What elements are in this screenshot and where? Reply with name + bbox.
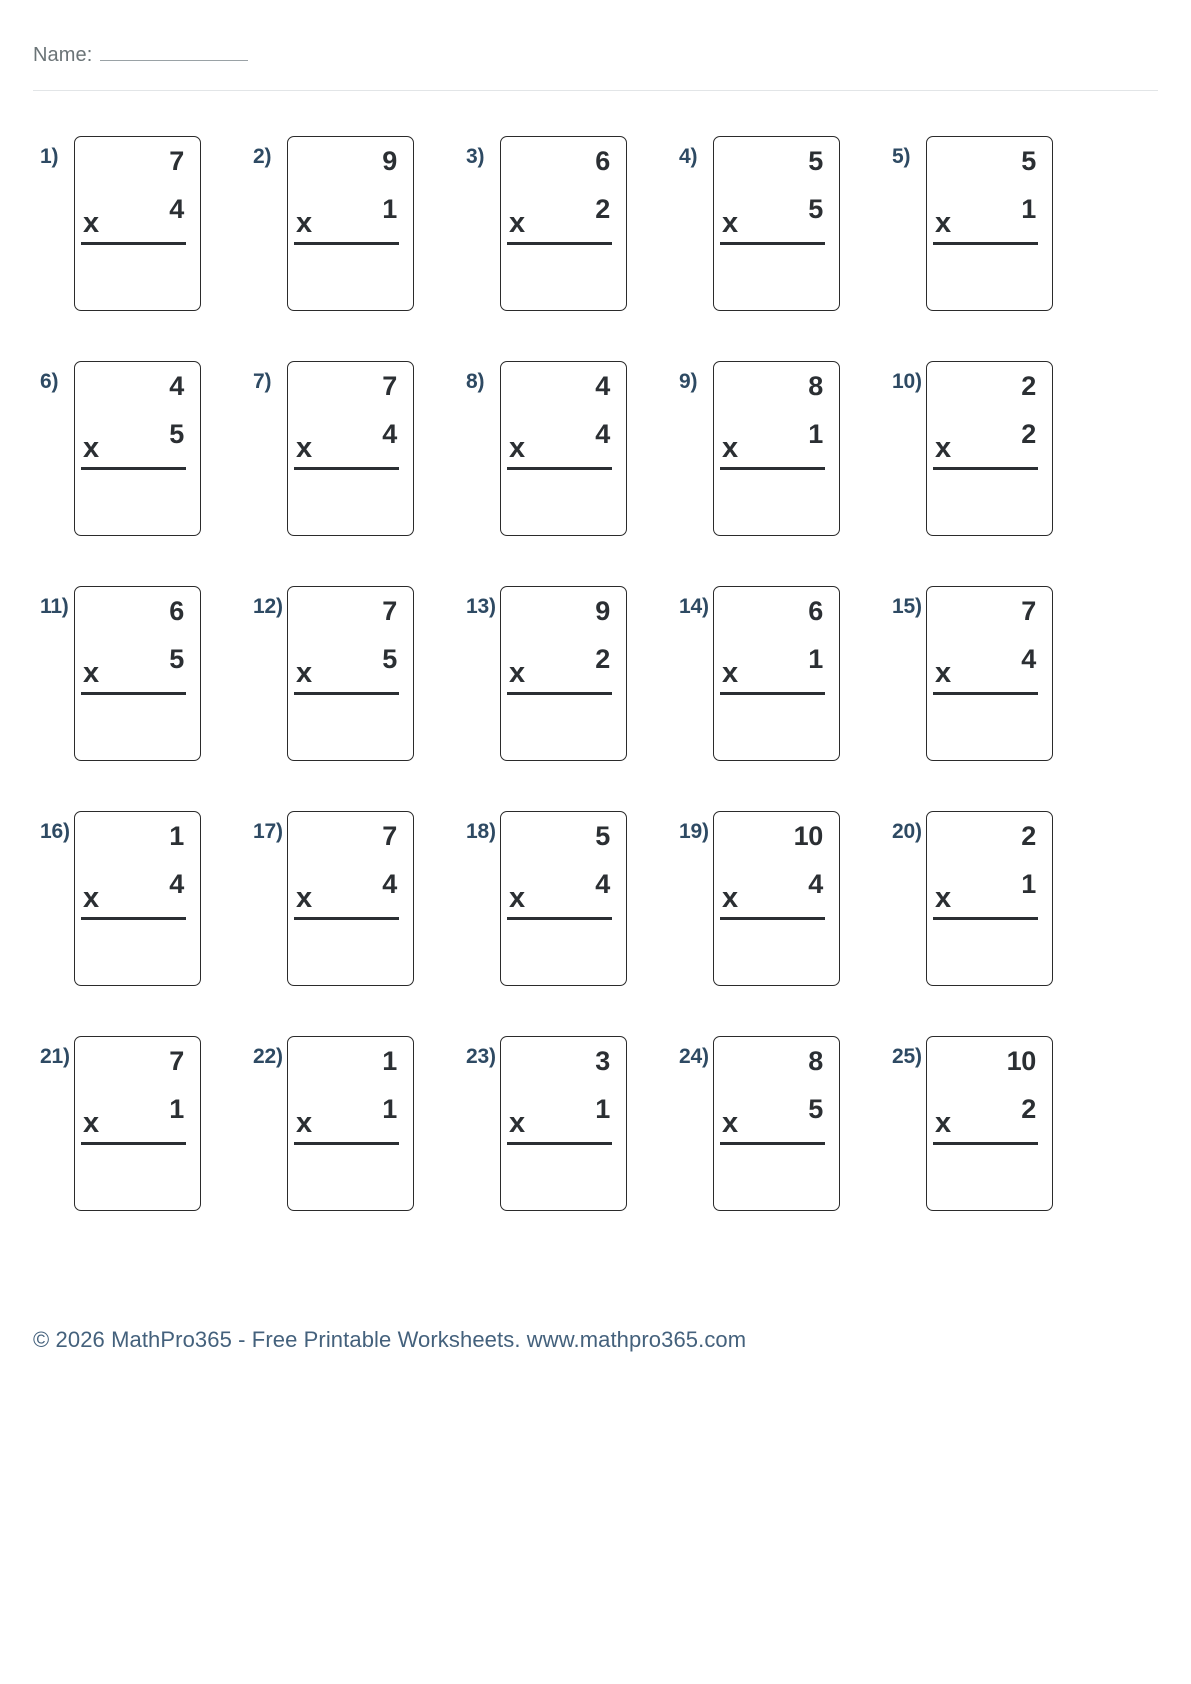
problem-22 [246,1018,459,1243]
problem-number: 3) [466,145,485,168]
problem-answer-box[interactable] [74,136,201,311]
operand-bottom: 1 [1021,869,1036,899]
operand-top: 8 [808,1046,823,1076]
operand-top: 7 [1021,596,1036,626]
problem-21 [33,1018,246,1243]
problem-answer-box[interactable] [287,586,414,761]
operand-top: 5 [808,146,823,176]
answer-rule [81,692,186,695]
operand-top: 10 [1006,1046,1036,1076]
problem-11 [33,568,246,793]
problem-answer-box[interactable] [926,586,1053,761]
problem-answer-box[interactable] [713,586,840,761]
operand-bottom: 4 [382,869,397,899]
problem-number: 10) [892,370,922,393]
operand-bottom: 5 [808,1094,823,1124]
worksheet-footer [33,1327,1158,1353]
problem-number: 23) [466,1045,496,1068]
problem-answer-box[interactable] [500,586,627,761]
answer-rule [81,242,186,245]
problem-number: 24) [679,1045,709,1068]
operand-bottom: 4 [595,869,610,899]
problem-20 [885,793,1098,1018]
operand-top: 9 [382,146,397,176]
answer-rule [294,242,399,245]
operand-top: 8 [808,371,823,401]
problem-answer-box[interactable] [287,136,414,311]
problem-answer-box[interactable] [500,136,627,311]
problem-6 [33,343,246,568]
operand-bottom: 5 [169,419,184,449]
name-row [33,44,248,67]
worksheet-header [0,0,1191,96]
problem-answer-box[interactable] [713,136,840,311]
operand-top: 7 [382,821,397,851]
operand-bottom: 1 [169,1094,184,1124]
operand-bottom: 5 [169,644,184,674]
name-label: Name: [33,44,93,66]
answer-rule [507,917,612,920]
problem-23 [459,1018,672,1243]
problem-answer-box[interactable] [74,1036,201,1211]
operand-bottom: 1 [595,1094,610,1124]
problem-number: 18) [466,820,496,843]
multiplication-operator-icon: x [83,657,100,689]
problem-13 [459,568,672,793]
problem-7 [246,343,459,568]
problem-answer-box[interactable] [74,586,201,761]
multiplication-operator-icon: x [935,207,952,239]
multiplication-operator-icon: x [509,207,526,239]
operand-bottom: 4 [169,869,184,899]
problem-9 [672,343,885,568]
operand-bottom: 1 [382,194,397,224]
operand-top: 5 [595,821,610,851]
multiplication-operator-icon: x [296,657,313,689]
operand-bottom: 5 [808,194,823,224]
problem-15 [885,568,1098,793]
operand-bottom: 1 [382,1094,397,1124]
multiplication-operator-icon: x [83,1107,100,1139]
answer-rule [507,467,612,470]
multiplication-operator-icon: x [722,1107,739,1139]
operand-bottom: 4 [382,419,397,449]
problem-answer-box[interactable] [287,361,414,536]
problem-number: 8) [466,370,485,393]
multiplication-operator-icon: x [509,882,526,914]
problem-answer-box[interactable] [926,1036,1053,1211]
operand-bottom: 1 [1021,194,1036,224]
footer-copyright-text: © 2026 MathPro365 - Free Printable Worksheets. www.mathpro365.com [33,1327,747,1352]
answer-rule [933,692,1038,695]
operand-top: 2 [1021,371,1036,401]
problem-answer-box[interactable] [287,1036,414,1211]
answer-rule [81,467,186,470]
multiplication-operator-icon: x [722,882,739,914]
operand-top: 7 [169,146,184,176]
problem-number: 15) [892,595,922,618]
operand-top: 7 [382,596,397,626]
problem-number: 1) [40,145,59,168]
answer-rule [81,1142,186,1145]
problem-answer-box[interactable] [74,811,201,986]
problem-number: 4) [679,145,698,168]
answer-rule [81,917,186,920]
multiplication-operator-icon: x [83,207,100,239]
answer-rule [294,692,399,695]
operand-top: 1 [169,821,184,851]
multiplication-operator-icon: x [509,432,526,464]
problem-number: 13) [466,595,496,618]
operand-top: 3 [595,1046,610,1076]
problem-17 [246,793,459,1018]
problem-number: 20) [892,820,922,843]
name-input-blank[interactable] [100,45,248,61]
header-divider [33,90,1158,91]
problem-number: 25) [892,1045,922,1068]
operand-bottom: 1 [808,419,823,449]
problem-number: 19) [679,820,709,843]
multiplication-operator-icon: x [296,207,313,239]
operand-bottom: 2 [595,644,610,674]
problem-grid [0,118,1191,1243]
multiplication-operator-icon: x [509,657,526,689]
problem-number: 16) [40,820,70,843]
operand-top: 9 [595,596,610,626]
problem-number: 14) [679,595,709,618]
answer-rule [933,1142,1038,1145]
problem-number: 11) [40,595,69,618]
problem-25 [885,1018,1098,1243]
operand-top: 4 [169,371,184,401]
operand-bottom: 4 [169,194,184,224]
problem-number: 9) [679,370,698,393]
problem-number: 17) [253,820,283,843]
operand-top: 7 [169,1046,184,1076]
problem-3 [459,118,672,343]
multiplication-operator-icon: x [935,657,952,689]
problem-number: 21) [40,1045,70,1068]
answer-rule [720,917,825,920]
problem-number: 2) [253,145,272,168]
problem-answer-box[interactable] [74,361,201,536]
problem-18 [459,793,672,1018]
problem-number: 6) [40,370,59,393]
multiplication-operator-icon: x [83,432,100,464]
operand-top: 6 [808,596,823,626]
operand-top: 2 [1021,821,1036,851]
answer-rule [720,242,825,245]
problem-answer-box[interactable] [926,811,1053,986]
problem-10 [885,343,1098,568]
answer-rule [294,467,399,470]
problem-8 [459,343,672,568]
problem-16 [33,793,246,1018]
problem-answer-box[interactable] [926,361,1053,536]
problem-answer-box[interactable] [926,136,1053,311]
problem-12 [246,568,459,793]
answer-rule [507,1142,612,1145]
multiplication-operator-icon: x [296,882,313,914]
answer-rule [933,467,1038,470]
answer-rule [507,692,612,695]
answer-rule [720,1142,825,1145]
multiplication-operator-icon: x [935,882,952,914]
multiplication-operator-icon: x [722,657,739,689]
problem-number: 12) [253,595,283,618]
operand-bottom: 1 [808,644,823,674]
operand-top: 7 [382,371,397,401]
operand-top: 5 [1021,146,1036,176]
operand-bottom: 2 [1021,1094,1036,1124]
operand-top: 6 [169,596,184,626]
multiplication-operator-icon: x [722,432,739,464]
answer-rule [294,1142,399,1145]
multiplication-operator-icon: x [722,207,739,239]
operand-top: 10 [793,821,823,851]
problem-number: 7) [253,370,272,393]
operand-top: 6 [595,146,610,176]
problem-answer-box[interactable] [500,361,627,536]
problem-14 [672,568,885,793]
answer-rule [933,242,1038,245]
operand-top: 1 [382,1046,397,1076]
problem-answer-box[interactable] [713,1036,840,1211]
operand-bottom: 4 [808,869,823,899]
problem-4 [672,118,885,343]
problem-answer-box[interactable] [713,811,840,986]
operand-bottom: 4 [595,419,610,449]
problem-2 [246,118,459,343]
operand-top: 4 [595,371,610,401]
answer-rule [507,242,612,245]
multiplication-operator-icon: x [509,1107,526,1139]
answer-rule [933,917,1038,920]
problem-24 [672,1018,885,1243]
problem-number: 22) [253,1045,283,1068]
multiplication-operator-icon: x [296,1107,313,1139]
multiplication-operator-icon: x [935,432,952,464]
problem-answer-box[interactable] [287,811,414,986]
operand-bottom: 4 [1021,644,1036,674]
problem-19 [672,793,885,1018]
problem-answer-box[interactable] [500,1036,627,1211]
multiplication-operator-icon: x [935,1107,952,1139]
operand-bottom: 5 [382,644,397,674]
answer-rule [294,917,399,920]
operand-bottom: 2 [595,194,610,224]
problem-1 [33,118,246,343]
multiplication-operator-icon: x [296,432,313,464]
problem-answer-box[interactable] [713,361,840,536]
operand-bottom: 2 [1021,419,1036,449]
problem-answer-box[interactable] [500,811,627,986]
answer-rule [720,467,825,470]
problem-5 [885,118,1098,343]
problem-number: 5) [892,145,911,168]
answer-rule [720,692,825,695]
multiplication-operator-icon: x [83,882,100,914]
